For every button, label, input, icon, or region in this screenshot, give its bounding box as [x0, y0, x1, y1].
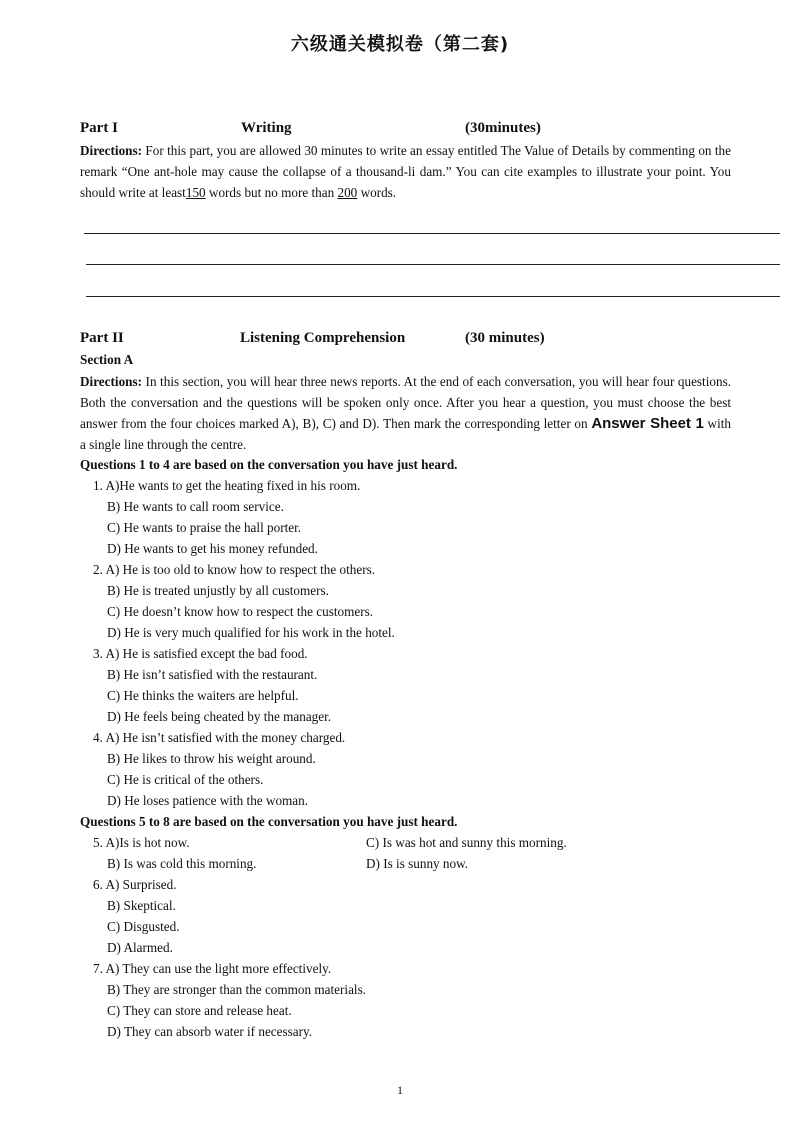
option-text: B) Is was cold this morning. [107, 856, 257, 871]
part2-time: (30 minutes) [465, 330, 545, 346]
option-text: B) Skeptical. [107, 898, 176, 913]
option-text: D) He wants to get his money refunded. [107, 541, 318, 556]
directions-text: words but no more than [205, 185, 338, 200]
option-text: C) He doesn’t know how to respect the customers. [107, 604, 374, 619]
option-text: D) Is is sunny now. [366, 856, 469, 871]
part2-directions [80, 371, 731, 455]
writing-line [86, 296, 780, 297]
option-text: 7. A) They can use the light more effectively. [93, 961, 332, 976]
writing-line [84, 233, 780, 234]
option-text: 4. A) He isn’t satisfied with the money charged. [93, 730, 346, 745]
option-text: D) Alarmed. [107, 940, 173, 955]
min-words: 150 [185, 185, 206, 200]
option-text: B) He likes to throw his weight around. [107, 751, 316, 766]
option-text: 2. A) He is too old to know how to respect the others. [93, 562, 376, 577]
option-text: 3. A) He is satisfied except the bad food. [93, 646, 308, 661]
directions-label: Directions: [80, 374, 143, 389]
option-text: D) He feels being cheated by the manager. [107, 709, 332, 724]
answer-sheet-label: Answer Sheet 1 [591, 415, 704, 432]
option-text: 5. A)Is is hot now. [93, 835, 190, 850]
directions-text: In this section, you will hear three news reports. At the end of each conversation, you will hear four questions. Both the conversation and the questions will be spoken only once. After you hear a question, you must choose the best answer from the four choices marked A), B), C) and D). Then mark the corresponding letter on [80, 374, 731, 431]
page-title: 六级通关模拟卷（第二套) [290, 34, 510, 55]
part1-name: Writing [241, 120, 292, 136]
directions-text: For this part, you are allowed 30 minutes to write an essay entitled The Value of Details by commenting on the remark “One ant-hole may cause the collapse of a thousand-li dam.” You can cite examples to illustrate your point. You should write at least [80, 143, 731, 200]
option-text: B) He is treated unjustly by all customers. [107, 583, 329, 598]
option-text: C) He is critical of the others. [107, 772, 264, 787]
option-text: C) He wants to praise the hall porter. [107, 520, 302, 535]
option-text: 6. A) Surprised. [93, 877, 177, 892]
part2-name: Listening Comprehension [240, 330, 406, 346]
section-a-heading: Section A [80, 352, 134, 367]
page-number: 1 [397, 1083, 403, 1097]
part1-directions [80, 140, 731, 203]
question-group-heading: Questions 1 to 4 are based on the conversation you have just heard. [80, 457, 458, 472]
option-text: C) He thinks the waiters are helpful. [107, 688, 299, 703]
directions-label: Directions: [80, 143, 143, 158]
part1-time: (30minutes) [465, 120, 541, 136]
writing-line [86, 264, 780, 265]
option-text: C) Disgusted. [107, 919, 180, 934]
max-words: 200 [337, 185, 358, 200]
option-text: D) He is very much qualified for his work in the hotel. [107, 625, 395, 640]
option-text: C) Is was hot and sunny this morning. [366, 835, 567, 850]
option-text: B) They are stronger than the common materials. [107, 982, 367, 997]
directions-text: with a single line through the centre. [80, 416, 731, 452]
option-text: 1. A)He wants to get the heating fixed in his room. [93, 478, 361, 493]
directions-text: words. [357, 185, 397, 200]
option-text: D) He loses patience with the woman. [107, 793, 309, 808]
part1-label: Part I [80, 120, 118, 136]
option-text: C) They can store and release heat. [107, 1003, 292, 1018]
option-text: B) He isn’t satisfied with the restaurant. [107, 667, 318, 682]
option-text: D) They can absorb water if necessary. [107, 1024, 313, 1039]
question-group-heading: Questions 5 to 8 are based on the conversation you have just heard. [80, 814, 458, 829]
part2-label: Part II [80, 330, 124, 346]
option-text: B) He wants to call room service. [107, 499, 284, 514]
